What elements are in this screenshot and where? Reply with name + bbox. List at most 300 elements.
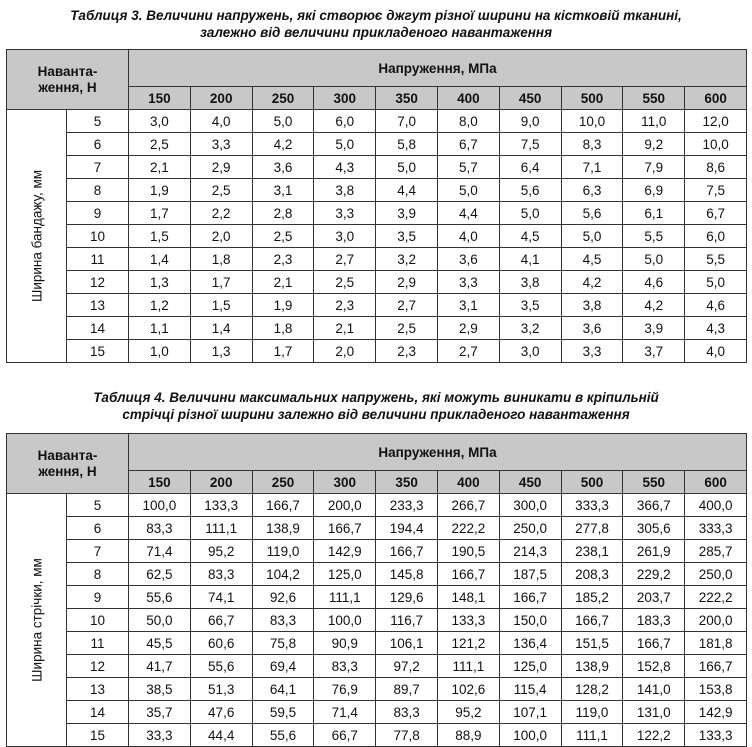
value-cell: 1,5: [129, 225, 191, 248]
value-cell: 238,1: [561, 540, 623, 563]
table-row: [7, 586, 747, 609]
value-cell: 152,8: [623, 655, 685, 678]
value-cell: 4,1: [499, 248, 561, 271]
value-cell: 3,9: [623, 317, 685, 340]
value-cell: 97,2: [376, 655, 438, 678]
table4-col-header: 250: [252, 471, 314, 494]
value-cell: 111,1: [561, 724, 623, 747]
value-cell: 100,0: [314, 609, 376, 632]
width-cell: 15: [67, 724, 129, 747]
value-cell: 122,2: [623, 724, 685, 747]
value-cell: 119,0: [561, 701, 623, 724]
value-cell: 2,3: [376, 340, 438, 363]
value-cell: 5,5: [623, 225, 685, 248]
table-row: [7, 271, 747, 294]
value-cell: 2,0: [314, 340, 376, 363]
value-cell: 266,7: [437, 494, 499, 517]
value-cell: 2,3: [252, 248, 314, 271]
value-cell: 6,4: [499, 156, 561, 179]
table3-row-label-cell: [7, 110, 67, 363]
value-cell: 8,3: [561, 133, 623, 156]
value-cell: 166,7: [685, 655, 747, 678]
value-cell: 4,0: [685, 340, 747, 363]
value-cell: 95,2: [190, 540, 252, 563]
table4-col-header: 300: [314, 471, 376, 494]
value-cell: 136,4: [499, 632, 561, 655]
value-cell: 33,3: [129, 724, 191, 747]
value-cell: 5,0: [376, 156, 438, 179]
value-cell: 3,8: [314, 179, 376, 202]
value-cell: 2,1: [252, 271, 314, 294]
value-cell: 44,4: [190, 724, 252, 747]
value-cell: 138,9: [561, 655, 623, 678]
value-cell: 92,6: [252, 586, 314, 609]
value-cell: 222,2: [685, 586, 747, 609]
width-cell: 11: [67, 248, 129, 271]
table-row: [7, 225, 747, 248]
value-cell: 166,7: [437, 563, 499, 586]
value-cell: 2,9: [376, 271, 438, 294]
value-cell: 150,0: [499, 609, 561, 632]
table4-col-header: 550: [623, 471, 685, 494]
value-cell: 51,3: [190, 678, 252, 701]
value-cell: 153,8: [685, 678, 747, 701]
table4-row-label-cell: [7, 494, 67, 747]
value-cell: 3,3: [314, 202, 376, 225]
value-cell: 190,5: [437, 540, 499, 563]
width-cell: 5: [67, 110, 129, 133]
value-cell: 66,7: [190, 609, 252, 632]
table4-body: [7, 494, 747, 747]
value-cell: 2,9: [190, 156, 252, 179]
width-cell: 14: [67, 701, 129, 724]
value-cell: 5,0: [314, 133, 376, 156]
table3-caption-line2: залежно від величини прикладеного навантаження: [199, 25, 553, 40]
value-cell: 4,0: [437, 225, 499, 248]
value-cell: 47,6: [190, 701, 252, 724]
value-cell: 3,6: [437, 248, 499, 271]
value-cell: 6,7: [685, 202, 747, 225]
value-cell: 111,1: [314, 586, 376, 609]
value-cell: 1,3: [190, 340, 252, 363]
table-row: [7, 202, 747, 225]
value-cell: 166,7: [376, 540, 438, 563]
value-cell: 6,7: [437, 133, 499, 156]
value-cell: 1,0: [129, 340, 191, 363]
value-cell: 2,7: [437, 340, 499, 363]
value-cell: 1,8: [190, 248, 252, 271]
value-cell: 4,6: [623, 271, 685, 294]
value-cell: 5,5: [685, 248, 747, 271]
value-cell: 116,7: [376, 609, 438, 632]
value-cell: 5,6: [561, 202, 623, 225]
table4-col-header: 200: [190, 471, 252, 494]
value-cell: 166,7: [561, 609, 623, 632]
value-cell: 250,0: [685, 563, 747, 586]
table4-col-header: 500: [561, 471, 623, 494]
value-cell: 1,1: [129, 317, 191, 340]
value-cell: 166,7: [499, 586, 561, 609]
value-cell: 4,2: [623, 294, 685, 317]
value-cell: 6,9: [623, 179, 685, 202]
value-cell: 3,3: [437, 271, 499, 294]
value-cell: 200,0: [685, 609, 747, 632]
value-cell: 1,5: [190, 294, 252, 317]
table4-col-header: 150: [129, 471, 191, 494]
value-cell: 9,0: [499, 110, 561, 133]
table-row: [7, 609, 747, 632]
value-cell: 2,7: [376, 294, 438, 317]
value-cell: 1,9: [252, 294, 314, 317]
table4-col-header: 400: [437, 471, 499, 494]
table-row: [7, 724, 747, 747]
value-cell: 2,1: [314, 317, 376, 340]
value-cell: 148,1: [437, 586, 499, 609]
table4-col-header: 600: [685, 471, 747, 494]
value-cell: 7,0: [376, 110, 438, 133]
value-cell: 5,0: [499, 202, 561, 225]
value-cell: 4,0: [190, 110, 252, 133]
value-cell: 4,6: [685, 294, 747, 317]
value-cell: 4,3: [685, 317, 747, 340]
value-cell: 261,9: [623, 540, 685, 563]
table4-corner-line1: Наванта-: [37, 447, 98, 463]
value-cell: 1,7: [252, 340, 314, 363]
width-cell: 12: [67, 271, 129, 294]
value-cell: 5,0: [685, 271, 747, 294]
value-cell: 125,0: [314, 563, 376, 586]
value-cell: 55,6: [252, 724, 314, 747]
table3-corner-line2: ження, Н: [38, 79, 97, 95]
table3-stress-header: Напруження, МПа: [129, 50, 747, 87]
value-cell: 4,4: [437, 202, 499, 225]
width-cell: 13: [67, 294, 129, 317]
value-cell: 3,5: [376, 225, 438, 248]
table4-row-label: Ширина стрічки, мм: [29, 558, 44, 682]
value-cell: 2,5: [252, 225, 314, 248]
value-cell: 300,0: [499, 494, 561, 517]
value-cell: 83,3: [376, 701, 438, 724]
value-cell: 62,5: [129, 563, 191, 586]
value-cell: 2,2: [190, 202, 252, 225]
value-cell: 333,3: [561, 494, 623, 517]
value-cell: 111,1: [437, 655, 499, 678]
table3-col-header: 150: [129, 87, 191, 110]
value-cell: 4,4: [376, 179, 438, 202]
value-cell: 142,9: [685, 701, 747, 724]
value-cell: 75,8: [252, 632, 314, 655]
value-cell: 181,8: [685, 632, 747, 655]
value-cell: 107,1: [499, 701, 561, 724]
value-cell: 2,1: [129, 156, 191, 179]
table-row: [7, 678, 747, 701]
value-cell: 3,3: [190, 133, 252, 156]
value-cell: 1,2: [129, 294, 191, 317]
table3-corner-header: [7, 50, 129, 110]
value-cell: 3,5: [499, 294, 561, 317]
width-cell: 10: [67, 225, 129, 248]
value-cell: 88,9: [437, 724, 499, 747]
value-cell: 141,0: [623, 678, 685, 701]
value-cell: 1,4: [190, 317, 252, 340]
value-cell: 100,0: [129, 494, 191, 517]
width-cell: 6: [67, 133, 129, 156]
table4-caption: [0, 389, 752, 423]
value-cell: 59,5: [252, 701, 314, 724]
value-cell: 3,6: [561, 317, 623, 340]
value-cell: 5,7: [437, 156, 499, 179]
value-cell: 5,0: [561, 225, 623, 248]
value-cell: 305,6: [623, 517, 685, 540]
value-cell: 183,3: [623, 609, 685, 632]
table3-col-header: 500: [561, 87, 623, 110]
value-cell: 133,3: [190, 494, 252, 517]
value-cell: 203,7: [623, 586, 685, 609]
value-cell: 3,0: [314, 225, 376, 248]
table-row: [7, 701, 747, 724]
width-cell: 9: [67, 586, 129, 609]
width-cell: 5: [67, 494, 129, 517]
value-cell: 3,2: [376, 248, 438, 271]
table4-corner-header: [7, 434, 129, 494]
value-cell: 38,5: [129, 678, 191, 701]
value-cell: 11,0: [623, 110, 685, 133]
value-cell: 2,9: [437, 317, 499, 340]
value-cell: 121,2: [437, 632, 499, 655]
value-cell: 55,6: [129, 586, 191, 609]
value-cell: 187,5: [499, 563, 561, 586]
value-cell: 166,7: [314, 517, 376, 540]
width-cell: 8: [67, 179, 129, 202]
value-cell: 4,5: [561, 248, 623, 271]
value-cell: 3,1: [252, 179, 314, 202]
table3-col-header: 550: [623, 87, 685, 110]
value-cell: 214,3: [499, 540, 561, 563]
value-cell: 50,0: [129, 609, 191, 632]
value-cell: 138,9: [252, 517, 314, 540]
value-cell: 233,3: [376, 494, 438, 517]
value-cell: 4,2: [561, 271, 623, 294]
value-cell: 185,2: [561, 586, 623, 609]
width-cell: 7: [67, 540, 129, 563]
value-cell: 1,3: [129, 271, 191, 294]
table-row: [7, 317, 747, 340]
value-cell: 3,6: [252, 156, 314, 179]
table4-col-header: 450: [499, 471, 561, 494]
value-cell: 2,3: [314, 294, 376, 317]
value-cell: 5,0: [437, 179, 499, 202]
value-cell: 10,0: [685, 133, 747, 156]
value-cell: 166,7: [623, 632, 685, 655]
value-cell: 119,0: [252, 540, 314, 563]
value-cell: 366,7: [623, 494, 685, 517]
value-cell: 83,3: [129, 517, 191, 540]
value-cell: 55,6: [190, 655, 252, 678]
value-cell: 285,7: [685, 540, 747, 563]
table-row: [7, 494, 747, 517]
value-cell: 1,4: [129, 248, 191, 271]
value-cell: 133,3: [685, 724, 747, 747]
value-cell: 41,7: [129, 655, 191, 678]
value-cell: 2,5: [314, 271, 376, 294]
value-cell: 76,9: [314, 678, 376, 701]
table-row: [7, 156, 747, 179]
table-row: [7, 248, 747, 271]
value-cell: 1,7: [129, 202, 191, 225]
width-cell: 15: [67, 340, 129, 363]
value-cell: 74,1: [190, 586, 252, 609]
value-cell: 60,6: [190, 632, 252, 655]
value-cell: 111,1: [190, 517, 252, 540]
value-cell: 3,0: [129, 110, 191, 133]
value-cell: 194,4: [376, 517, 438, 540]
width-cell: 12: [67, 655, 129, 678]
table3-col-header: 350: [376, 87, 438, 110]
value-cell: 5,0: [623, 248, 685, 271]
value-cell: 7,1: [561, 156, 623, 179]
value-cell: 277,8: [561, 517, 623, 540]
value-cell: 7,5: [685, 179, 747, 202]
value-cell: 6,0: [314, 110, 376, 133]
table4-stress-header: Напруження, МПа: [129, 434, 747, 471]
value-cell: 102,6: [437, 678, 499, 701]
value-cell: 208,3: [561, 563, 623, 586]
table4-col-header: 350: [376, 471, 438, 494]
table3-caption-line1: Таблиця 3. Величини напружень, які створює джгут різної ширини на кістковій тканині,: [70, 8, 682, 23]
value-cell: 5,8: [376, 133, 438, 156]
value-cell: 3,2: [499, 317, 561, 340]
table-row: [7, 294, 747, 317]
value-cell: 8,0: [437, 110, 499, 133]
table-row: [7, 179, 747, 202]
table-row: [7, 540, 747, 563]
value-cell: 3,8: [561, 294, 623, 317]
value-cell: 129,6: [376, 586, 438, 609]
table3-col-header: 300: [314, 87, 376, 110]
value-cell: 90,9: [314, 632, 376, 655]
table-row: [7, 110, 747, 133]
value-cell: 125,0: [499, 655, 561, 678]
value-cell: 100,0: [499, 724, 561, 747]
value-cell: 3,7: [623, 340, 685, 363]
value-cell: 104,2: [252, 563, 314, 586]
value-cell: 83,3: [190, 563, 252, 586]
value-cell: 9,2: [623, 133, 685, 156]
value-cell: 10,0: [561, 110, 623, 133]
value-cell: 333,3: [685, 517, 747, 540]
value-cell: 69,4: [252, 655, 314, 678]
value-cell: 7,9: [623, 156, 685, 179]
width-cell: 8: [67, 563, 129, 586]
value-cell: 142,9: [314, 540, 376, 563]
value-cell: 71,4: [129, 540, 191, 563]
table3-col-header: 600: [685, 87, 747, 110]
table-row: [7, 340, 747, 363]
table3-col-header: 400: [437, 87, 499, 110]
value-cell: 83,3: [314, 655, 376, 678]
value-cell: 64,1: [252, 678, 314, 701]
value-cell: 2,5: [376, 317, 438, 340]
value-cell: 8,6: [685, 156, 747, 179]
value-cell: 2,7: [314, 248, 376, 271]
value-cell: 5,0: [252, 110, 314, 133]
value-cell: 128,2: [561, 678, 623, 701]
width-cell: 7: [67, 156, 129, 179]
width-cell: 6: [67, 517, 129, 540]
table3-corner-line1: Наванта-: [37, 63, 98, 79]
table-row: [7, 563, 747, 586]
table4-caption-line2: стрічці різної ширини залежно від величини прикладеного навантаження: [122, 407, 630, 422]
value-cell: 1,9: [129, 179, 191, 202]
value-cell: 115,4: [499, 678, 561, 701]
value-cell: 3,9: [376, 202, 438, 225]
value-cell: 229,2: [623, 563, 685, 586]
table3-col-header: 450: [499, 87, 561, 110]
table-row: [7, 517, 747, 540]
value-cell: 89,7: [376, 678, 438, 701]
value-cell: 2,8: [252, 202, 314, 225]
value-cell: 3,0: [499, 340, 561, 363]
table3: [6, 49, 747, 363]
width-cell: 13: [67, 678, 129, 701]
value-cell: 71,4: [314, 701, 376, 724]
value-cell: 3,1: [437, 294, 499, 317]
table3-caption: [0, 7, 752, 41]
table3-col-header: 200: [190, 87, 252, 110]
value-cell: 6,3: [561, 179, 623, 202]
value-cell: 2,0: [190, 225, 252, 248]
value-cell: 106,1: [376, 632, 438, 655]
value-cell: 2,5: [190, 179, 252, 202]
value-cell: 3,3: [561, 340, 623, 363]
value-cell: 131,0: [623, 701, 685, 724]
value-cell: 95,2: [437, 701, 499, 724]
table-row: [7, 632, 747, 655]
value-cell: 145,8: [376, 563, 438, 586]
value-cell: 35,7: [129, 701, 191, 724]
value-cell: 166,7: [252, 494, 314, 517]
value-cell: 4,5: [499, 225, 561, 248]
width-cell: 9: [67, 202, 129, 225]
value-cell: 1,7: [190, 271, 252, 294]
value-cell: 3,8: [499, 271, 561, 294]
value-cell: 66,7: [314, 724, 376, 747]
value-cell: 7,5: [499, 133, 561, 156]
value-cell: 12,0: [685, 110, 747, 133]
table4-corner-line2: ження, Н: [38, 463, 97, 479]
table3-body: [7, 110, 747, 363]
value-cell: 6,1: [623, 202, 685, 225]
value-cell: 222,2: [437, 517, 499, 540]
value-cell: 1,8: [252, 317, 314, 340]
width-cell: 11: [67, 632, 129, 655]
value-cell: 4,3: [314, 156, 376, 179]
table-row: [7, 655, 747, 678]
table4-caption-line1: Таблиця 4. Величини максимальних напружень, які можуть виникати в кріпильній: [93, 390, 659, 405]
value-cell: 400,0: [685, 494, 747, 517]
value-cell: 4,2: [252, 133, 314, 156]
table4: [6, 433, 747, 747]
table3-col-header: 250: [252, 87, 314, 110]
table-row: [7, 133, 747, 156]
value-cell: 83,3: [252, 609, 314, 632]
value-cell: 133,3: [437, 609, 499, 632]
value-cell: 200,0: [314, 494, 376, 517]
value-cell: 6,0: [685, 225, 747, 248]
value-cell: 77,8: [376, 724, 438, 747]
width-cell: 14: [67, 317, 129, 340]
value-cell: 2,5: [129, 133, 191, 156]
